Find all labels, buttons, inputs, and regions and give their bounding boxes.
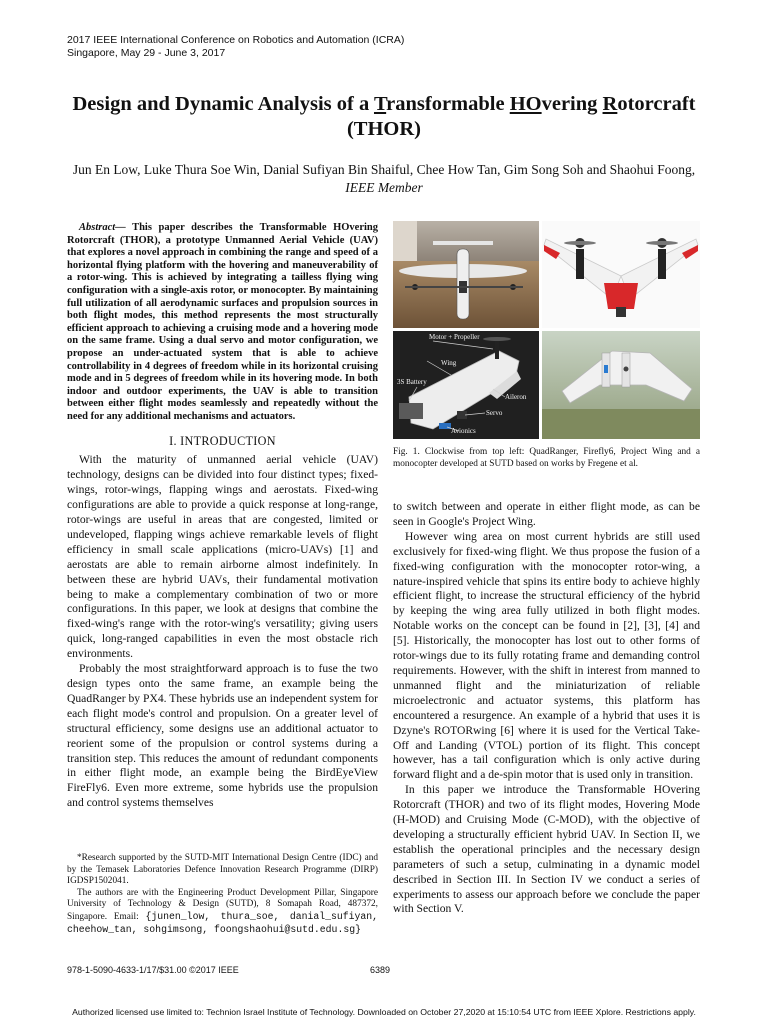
abstract-text: — This paper describes the Transformable HOvering Rotorcraft (THOR), a prototype Unmanned Aerial Vehicle (UAV) that explores a novel approach in combining the range and speed of a horizontal flying platform with the hovering and maneuverability of a rotor-wing. This is achieved by integrating a tailless flying wing configuration with a single-axis rotor, or monocopter. By maintaining full utilization of all aerodynamic surfaces and propulsion sources in both flight modes, this method represents the most structurally efficient approach to achieving a cruising mode and a hovering mode on the same frame. Using a dual servo and motor configuration, we propose an under-actuated system that is able to achieve controllability in 4 degrees of freedom while in its horizontal cruising mode and in 5 degrees of freedom while in its hovering mode. In both indoor and outdoor experiments, the UAV is able to transition between either flight modes seamlessly and repeatedly without the need for any additional mechanisms and actuators. bbox=[67, 222, 378, 422]
footnote bbox=[67, 853, 378, 936]
author-emails: {junen_low, thura_soe, danial_sufiyan, cheehow_tan, sohgimsong, foongshaohui@sutd.edu.sg} bbox=[67, 910, 378, 935]
paragraph: With the maturity of unmanned aerial vehicle (UAV) technology, designs can be divided into four distinct types; fixed-wings, rotor-wings, flapping wings and aerostats. Fixed-wing configurations are able to provide a quick response at long-range, rotor-wings are useful in areas that are congested, limited or undeveloped, flapping wings achieve remarkable levels of flight efficiency in small scale applications (micro-UAVs) [1] and aerostats are able to remain airborne almost indefinitely. In between these are hybrid UAVs, their fundamental motivation being to make a complementary combination of two or more configurations. In this paper, we look at designs that combine the fixed-wing's range with the rotor-wing's versatility; giving users quick, long-ranged capabilities in even the most obstacle rich environments. bbox=[67, 453, 378, 661]
section-heading: I. INTRODUCTION bbox=[169, 433, 276, 448]
figure-1 bbox=[393, 221, 700, 439]
label-avionics: Avionics bbox=[451, 427, 476, 435]
author-list bbox=[60, 161, 708, 197]
title-text: otorcraft bbox=[617, 93, 696, 115]
title-text: Design and Dynamic Analysis of a bbox=[72, 93, 374, 115]
paper-title bbox=[40, 92, 728, 142]
funding-footnote: *Research supported by the SUTD-MIT International Design Centre (IDC) and by the Temasek Laboratories Defence Innovation Research Programme (DIRP) IGDSP1502041. bbox=[67, 853, 378, 887]
title-text: ransformable bbox=[386, 93, 510, 115]
affiliation-text: The authors are with the Engineering Product Development Pillar, Singapore University of Technology & Design (SUTD), 8 Somapah Road, 487372, Singapore. Email: bbox=[67, 887, 378, 922]
page-number: 6389 bbox=[370, 965, 391, 975]
label-battery: 3S Battery bbox=[397, 378, 427, 386]
firefly6-photo bbox=[542, 221, 700, 328]
title-acronym-letter: T bbox=[373, 93, 387, 115]
title-acronym-letter: HO bbox=[509, 93, 542, 115]
label-servo: Servo bbox=[486, 409, 503, 417]
paragraph: In this paper we introduce the Transformable HOvering Rotorcraft (THOR) and two of its flight modes, Hovering Mode (H-MOD) and Cruising Mode (C-MOD), with the objective of developing a structurally efficient hybrid UAV. In Section II, we establish the operational principles and the necessary design parameters of such a setup, culminating in a dynamic model described in Section III. In Section IV we conduct a series of experiments to assess our approach before we conclude the paper with Section V. bbox=[393, 783, 700, 916]
conference-name: 2017 IEEE International Conference on Robotics and Automation (ICRA) bbox=[67, 34, 405, 46]
abstract bbox=[67, 222, 378, 424]
abstract-label: Abstract bbox=[79, 222, 116, 233]
label-aileron: Aileron bbox=[505, 393, 527, 401]
quadranger-photo bbox=[393, 221, 539, 328]
paragraph: to switch between and operate in either flight mode, as can be seen in Google's Project Wing. bbox=[393, 500, 700, 528]
label-wing: Wing bbox=[441, 359, 457, 367]
isbn-copyright: 978-1-5090-4633-1/17/$31.00 ©2017 IEEE bbox=[67, 965, 239, 975]
label-motor-propeller: Motor + Propeller bbox=[429, 333, 480, 341]
title-acronym: (THOR) bbox=[346, 118, 422, 140]
sutd-monocopter-photo bbox=[393, 331, 539, 439]
author-membership: IEEE Member bbox=[345, 180, 423, 195]
project-wing-photo bbox=[542, 331, 700, 439]
paragraph: However wing area on most current hybrids are still used exclusively for fixed-wing flight. We thus propose the fusion of a fixed-wing configuration with the monocopter rotor-wing, a nature-inspired vehicle that spins its entire body to achieve highly efficient flight, to increase the structural efficiency of the hybrid by keeping the wing area fully utilized in both flight modes. Notable works on the concept can be found in [2], [3], [4] and [5]. Historically, the monocopter has lost out to other forms of rotor-wings due to its fully rotating frame and demanding control requirements. However, with the shift in interest from manned to unmanned flight and the miniaturization of reliable microelectronic and actuator systems, this platform has encountered a resurgence. An example of a hybrid that uses it is Dzyne's ROTORwing [6] where it is used for the Vertical Take-Off and Landing (VTOL) portion of its flight. This concept however, has a tail configuration which is only active during forward flight and a de-spin motor that is used only in transition. bbox=[393, 529, 700, 782]
right-column bbox=[393, 500, 700, 917]
affiliation-footnote bbox=[67, 888, 378, 936]
author-names: Jun En Low, Luke Thura Soe Win, Danial Sufiyan Bin Shaiful, Chee How Tan, Gim Song Soh and Shaohui Foong, bbox=[72, 162, 696, 177]
title-text: vering bbox=[541, 93, 603, 115]
paragraph: Probably the most straightforward approach is to fuse the two design types onto the same frame, an example being the QuadRanger by PX4. These hybrids use an independent system for each flight mode's control and propulsion. On a greater level of structural efficiency, some designs use an additional actuator to reorient some of the propulsion or control systems during a transition step. This reduces the amount of redundant components in either flight mode, an example being the BirdEyeView FireFly6. Even more extreme, some hybrids use the propulsion and control systems themselves bbox=[67, 662, 378, 810]
left-column bbox=[67, 222, 378, 811]
license-notice: Authorized licensed use limited to: Technion Israel Institute of Technology. Downloaded on October 27,2020 at 15:10:54 UTC from IEEE Xplore. Restrictions apply. bbox=[72, 1007, 696, 1017]
title-acronym-letter: R bbox=[602, 93, 618, 115]
conference-header bbox=[67, 34, 404, 60]
conference-location-date: Singapore, May 29 - June 3, 2017 bbox=[67, 47, 226, 59]
figure-caption: Fig. 1. Clockwise from top left: QuadRanger, Firefly6, Project Wing and a monocopter developed at SUTD based on works by Fregene et al. bbox=[393, 447, 700, 469]
